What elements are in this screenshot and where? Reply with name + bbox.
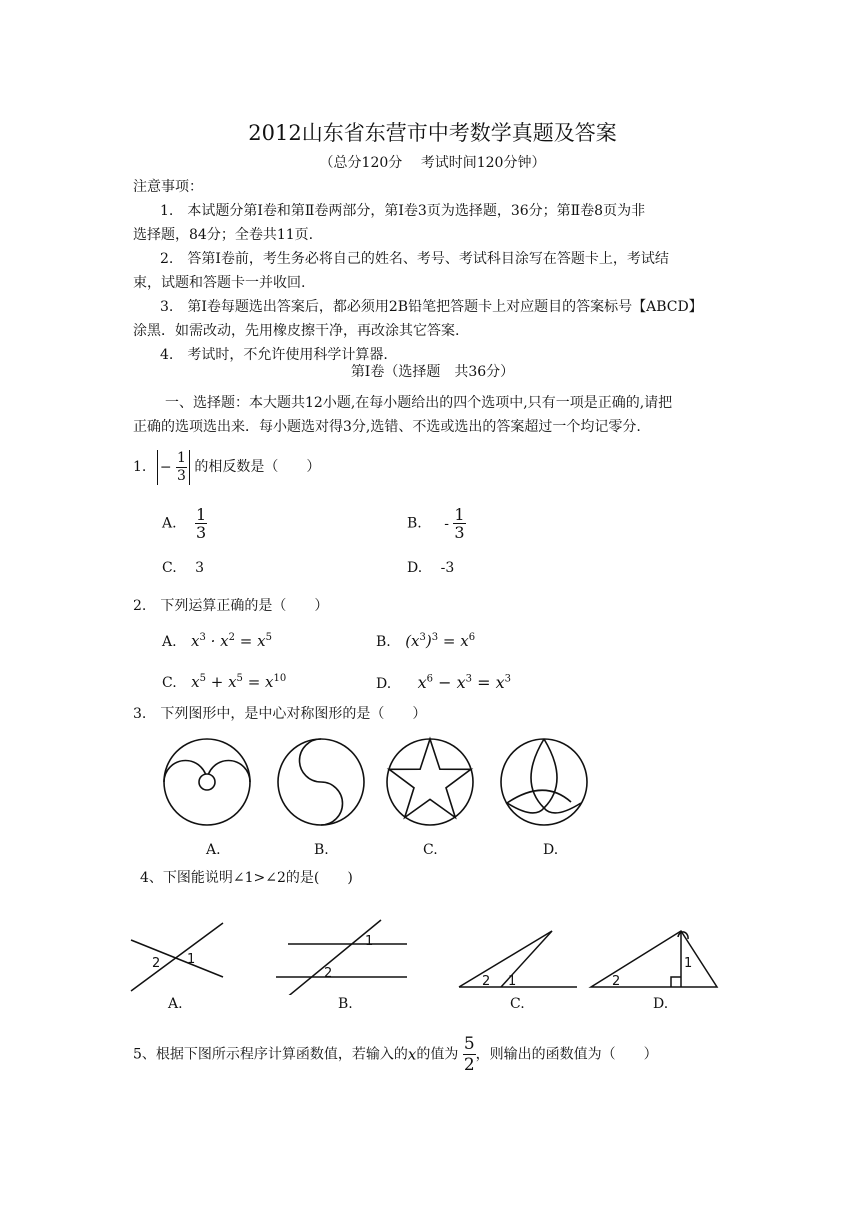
option-label: B. [407,515,422,532]
section-intro-line-2: 正确的选项选出来．每小题选对得3分,选错、不选或选出的答案超过一个均记零分. [133,419,641,435]
absolute-value [157,450,190,485]
option-2c: C. $x^5 + x^5 = x^{10}$ [162,673,287,691]
figure-d-three-arcs-circle [501,739,587,825]
note-1-line-2: 选择题，84分；全卷共11页. [133,227,314,243]
fraction-denominator: 3 [454,523,465,542]
figure-label-d: D. [543,842,559,858]
minus-sign: − [159,459,172,475]
figure-4c-triangle [459,931,577,987]
question-5 [133,1034,658,1075]
figure-4-label-d: D. [653,996,669,1012]
fraction-numerator: 1 [177,449,186,466]
exam-info: （总分120分 考试时间120分钟） [319,155,546,171]
option-1c: C. 3 [162,560,205,576]
option-label: C. [162,675,177,691]
question-2-stem: 2. 下列运算正确的是（ ） [133,598,329,614]
question-4-stem: 4、下图能说明∠1>∠2的是( ) [140,870,353,886]
option-2b: B. $(x^3)^3 = x^6$ [376,632,476,650]
question-1-number: 1. [133,459,147,475]
page-title: 2012山东省东营市中考数学真题及答案 [248,121,617,145]
note-4: 4. 考试时，不允许使用科学计算器. [160,347,388,363]
fraction-numerator: 1 [454,505,465,524]
option-label: D. [376,676,392,692]
figure-a-heart-circle [164,739,250,825]
angle-label-2: 2 [152,956,161,971]
fraction-denominator: 3 [196,523,207,542]
figure-4-label-a: A. [168,996,183,1012]
figure-b-yinyang-circle [278,739,364,825]
fraction-denominator: 2 [463,1055,475,1075]
section-heading: 第Ⅰ卷（选择题 共36分） [350,364,515,380]
variable-x: x [407,1045,417,1064]
figure-c-star-circle [387,739,473,825]
question-3-stem: 3. 下列图形中，是中心对称图形的是（ ） [133,706,427,722]
section-intro-line-1: 一、选择题：本大题共12小题,在每小题给出的四个选项中,只有一项是正确的,请把 [165,395,673,411]
figure-4d-right-triangle [591,931,717,987]
option-1d: D. -3 [407,560,455,576]
note-2-line-2: 束，试题和答题卡一并收回. [133,275,306,291]
angle-label-2: 2 [324,966,333,981]
question-5-stem-c: ，则输出的函数值为（ ） [475,1046,658,1063]
question-4-figures [125,915,725,995]
figure-label-c: C. [423,842,438,858]
question-5-stem-b: 的值为 [416,1046,459,1063]
angle-label-1: 1 [508,974,517,989]
angle-label-2: 2 [612,974,621,989]
angle-label-2: 2 [482,974,491,989]
figure-label-a: A. [206,842,221,858]
option-2d: D. $x^6 - x^3 = x^3$ [376,673,512,692]
fraction-denominator: 3 [177,467,186,484]
question-1 [133,447,320,487]
option-label: A. [162,634,177,650]
figure-4a-intersecting-lines [131,923,223,991]
angle-label-1: 1 [684,956,693,971]
figure-4-label-c: C. [510,996,525,1012]
angle-label-1: 1 [187,952,196,967]
question-1-stem: 的相反数是（ ） [194,459,321,475]
angle-label-1: 1 [365,934,374,949]
option-label: A. [162,515,177,532]
note-2-line-1: 2. 答第Ⅰ卷前，考生务必将自己的姓名、考号、考试科目涂写在答题卡上，考试结 [160,251,669,267]
option-label: B. [376,634,391,650]
note-3-line-1: 3. 第Ⅰ卷每题选出答案后，都必须用2B铅笔把答题卡上对应题目的答案标号【ABCD】 [160,299,703,315]
question-5-stem-a: 5、根据下图所示程序计算函数值，若输入的 [133,1046,408,1063]
notes-heading: 注意事项： [133,179,203,195]
question-3-figures [150,730,610,840]
figure-4b-parallel-lines [276,920,407,995]
figure-4-label-b: B. [338,996,353,1012]
option-1a [162,506,207,541]
option-1b [407,506,466,541]
figure-label-b: B. [314,842,329,858]
note-3-line-2: 涂黑．如需改动，先用橡皮擦干净，再改涂其它答案. [133,323,460,339]
note-1-line-1: 1. 本试题分第Ⅰ卷和第Ⅱ卷两部分，第Ⅰ卷3页为选择题，36分；第Ⅱ卷8页为非 [160,203,646,219]
option-2a: A. $x^3 \cdot x^2 = x^5$ [162,632,272,650]
fraction-numerator: 5 [463,1034,475,1054]
fraction-numerator: 1 [196,505,207,524]
minus-sign: - [444,515,449,532]
